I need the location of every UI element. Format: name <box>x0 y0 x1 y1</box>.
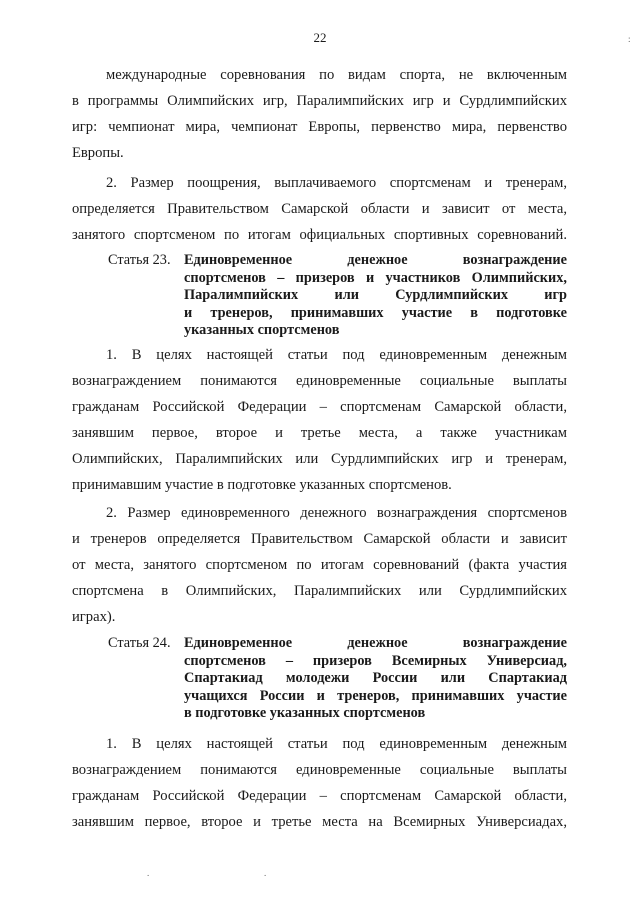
text-line: в программы Олимпийских игр, Паралимпийских игр и Сурдлимпийских <box>72 93 567 109</box>
text-line: 1. В целях настоящей статьи под единовременным денежным <box>106 736 567 752</box>
title-line: указанных спортсменов <box>184 322 340 338</box>
scan-speck: . <box>264 868 267 878</box>
text-line: гражданам Российской Федерации – спортсменам Самарской области, <box>72 399 567 415</box>
scan-speck: : <box>628 34 631 44</box>
article-title <box>184 635 567 723</box>
paragraph-reward-size <box>72 170 567 248</box>
text-line: Олимпийских, Паралимпийских или Сурдлимпийских игр и тренерам, <box>72 451 567 467</box>
article-label: Статья 23. <box>108 252 171 268</box>
title-line: в подготовке указанных спортсменов <box>184 705 426 721</box>
article-label: Статья 24. <box>108 635 171 651</box>
text-line: от места, занятого спортсменом по итогам соревнований (факта участия <box>72 557 567 573</box>
paragraph-article-23-1 <box>72 342 567 498</box>
title-line: спортсменов – призеров Всемирных Универсиад, <box>184 652 567 669</box>
text-line: занявшим первое, второе и третье места на Всемирных Универсиадах, <box>72 814 567 830</box>
text-line: игр: чемпионат мира, чемпионат Европы, первенство мира, первенство <box>72 119 567 135</box>
text-line: 2. Размер единовременного денежного вознаграждения спортсменов <box>106 505 567 521</box>
title-line: Единовременное денежное вознаграждение <box>184 635 567 651</box>
paragraph-article-24-1 <box>72 731 567 835</box>
text-line: спортсмена в Олимпийских, Паралимпийских или Сурдлимпийских <box>72 583 567 599</box>
page-number: 22 <box>313 30 327 45</box>
text-line: занявшим первое, второе и третье места, а также участникам <box>72 425 567 441</box>
text-line: гражданам Российской Федерации – спортсменам Самарской области, <box>72 788 567 804</box>
title-line: Паралимпийских или Сурдлимпийских игр <box>184 287 567 303</box>
text-line: вознаграждением понимаются единовременные социальные выплаты <box>72 373 567 389</box>
text-line: принимавшим участие в подготовке указанных спортсменов. <box>72 477 452 493</box>
title-line: учащихся России и тренеров, принимавших участие <box>184 687 567 704</box>
text-line: 2. Размер поощрения, выплачиваемого спортсменам и тренерам, <box>106 175 567 191</box>
title-line: и тренеров, принимавших участие в подготовке <box>184 304 567 321</box>
title-line: Единовременное денежное вознаграждение <box>184 252 567 268</box>
paragraph-continuation <box>72 62 567 166</box>
text-line: международные соревнования по видам спорта, не включенным <box>106 67 567 83</box>
text-line: 1. В целях настоящей статьи под единовременным денежным <box>106 347 567 363</box>
text-line: занятого спортсменом по итогам официальных спортивных соревнований. <box>72 227 567 243</box>
text-line: вознаграждением понимаются единовременные социальные выплаты <box>72 762 567 778</box>
text-line: Европы. <box>72 145 124 161</box>
title-line: спортсменов – призеров и участников Олимпийских, <box>184 269 567 286</box>
text-line: определяется Правительством Самарской области и зависит от места, <box>72 201 567 217</box>
paragraph-article-23-2 <box>72 500 567 630</box>
scan-speck: . <box>147 868 150 878</box>
title-line: Спартакиад молодежи России или Спартакиад <box>184 670 567 686</box>
text-line: и тренеров определяется Правительством Самарской области и зависит <box>72 531 567 547</box>
article-title <box>184 252 567 340</box>
text-line: играх). <box>72 609 116 625</box>
